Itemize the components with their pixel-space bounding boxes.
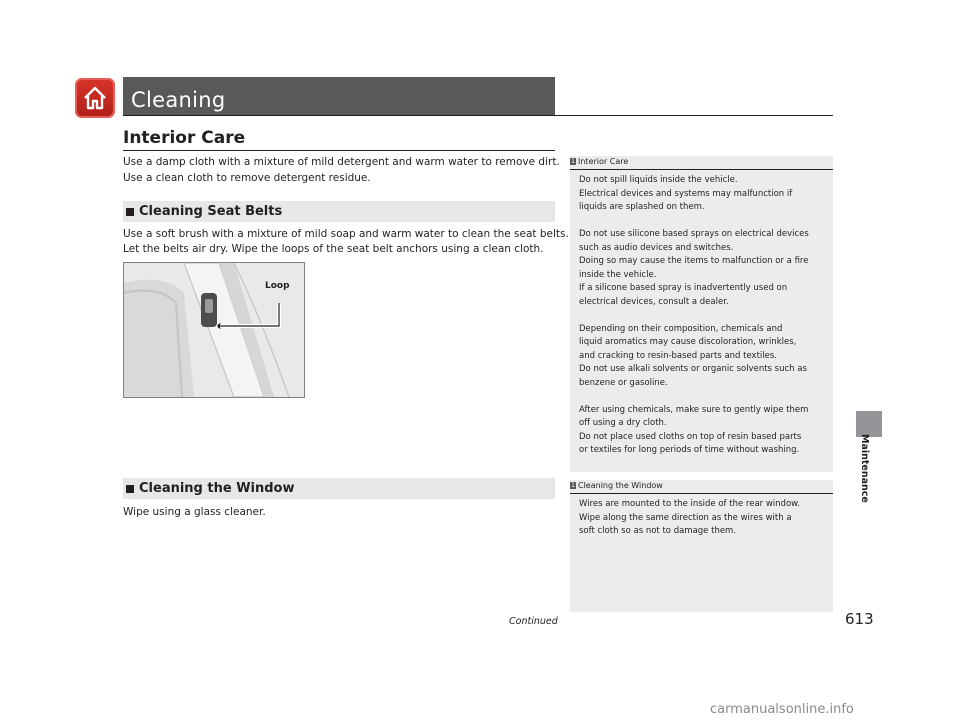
note-line: liquid aromatics may cause discoloration, wrinkles, (579, 337, 797, 347)
note-marker-icon: 1 (571, 158, 575, 165)
square-bullet-icon (126, 485, 134, 493)
window-heading (126, 481, 295, 496)
note-line: liquids are splashed on them. (579, 202, 705, 212)
note-spacer (579, 309, 809, 323)
note-line: Wipe along the same direction as the wires with a (579, 512, 792, 523)
note-line: benzene or gasoline. (579, 377, 668, 388)
note-line: Depending on their composition, chemicals and (579, 323, 783, 334)
note-spacer (579, 215, 809, 229)
note-line: Wires are mounted to the inside of the rear window. (579, 499, 801, 509)
section-title: Interior Care (123, 128, 246, 148)
note-line: After using chemicals, make sure to gently wipe them (579, 404, 809, 415)
note-heading-text: Interior Care (578, 157, 629, 166)
section-rule (123, 150, 555, 151)
note-body-cleaning-window (579, 498, 800, 539)
note-line: or textiles for long periods of time without washing. (579, 445, 800, 455)
seat-belts-line-1: Use a soft brush with a mixture of mild soap and warm water to clean the seat belts. (123, 228, 569, 240)
figure-callout-loop: Loop (265, 281, 290, 291)
note-spacer (579, 390, 809, 404)
continued-label: Continued (509, 616, 558, 627)
header-rule (123, 115, 833, 116)
intro-line-2: Use a clean cloth to remove detergent residue. (123, 172, 371, 184)
intro-line-1: Use a damp cloth with a mixture of mild detergent and warm water to remove dirt. (123, 156, 560, 168)
seat-belts-heading (126, 204, 282, 219)
home-icon (81, 84, 109, 112)
note-line: Do not place used cloths on top of resin based parts (579, 431, 802, 442)
page-number: 613 (845, 610, 874, 628)
seat-belts-heading-text: Cleaning Seat Belts (139, 204, 283, 219)
watermark: carmanualsonline.info (710, 702, 854, 717)
square-bullet-icon (126, 208, 134, 216)
note-heading-cleaning-window (570, 481, 833, 494)
note-heading-text: Cleaning the Window (578, 481, 663, 490)
note-line: Do not use alkali solvents or organic solvents such as (579, 364, 807, 374)
note-line: and cracking to resin-based parts and textiles. (579, 350, 778, 361)
note-line: such as audio devices and switches. (579, 242, 734, 253)
note-line: inside the vehicle. (579, 269, 657, 280)
note-line: Do not spill liquids inside the vehicle. (579, 175, 738, 185)
window-heading-text: Cleaning the Window (139, 481, 295, 496)
maintenance-tab-label: Maintenance (859, 434, 870, 503)
note-line: Electrical devices and systems may malfunction if (579, 188, 793, 199)
seat-belts-line-2: Let the belts air dry. Wipe the loops of the seat belt anchors using a clean cloth. (123, 243, 544, 255)
note-line: Do not use silicone based sprays on electrical devices (579, 229, 809, 239)
window-line: Wipe using a glass cleaner. (123, 506, 266, 518)
note-line: electrical devices, consult a dealer. (579, 296, 729, 307)
note-marker-icon: 1 (571, 482, 575, 489)
note-line: off using a dry cloth. (579, 418, 667, 428)
note-line: soft cloth so as not to damage them. (579, 526, 737, 536)
note-line: If a silicone based spray is inadvertently used on (579, 283, 788, 293)
note-line: Doing so may cause the items to malfunction or a fire (579, 256, 809, 266)
home-button[interactable] (75, 78, 115, 118)
note-heading-interior-care (570, 157, 833, 170)
chapter-title: Cleaning (131, 88, 226, 112)
note-body-interior-care (579, 174, 809, 458)
